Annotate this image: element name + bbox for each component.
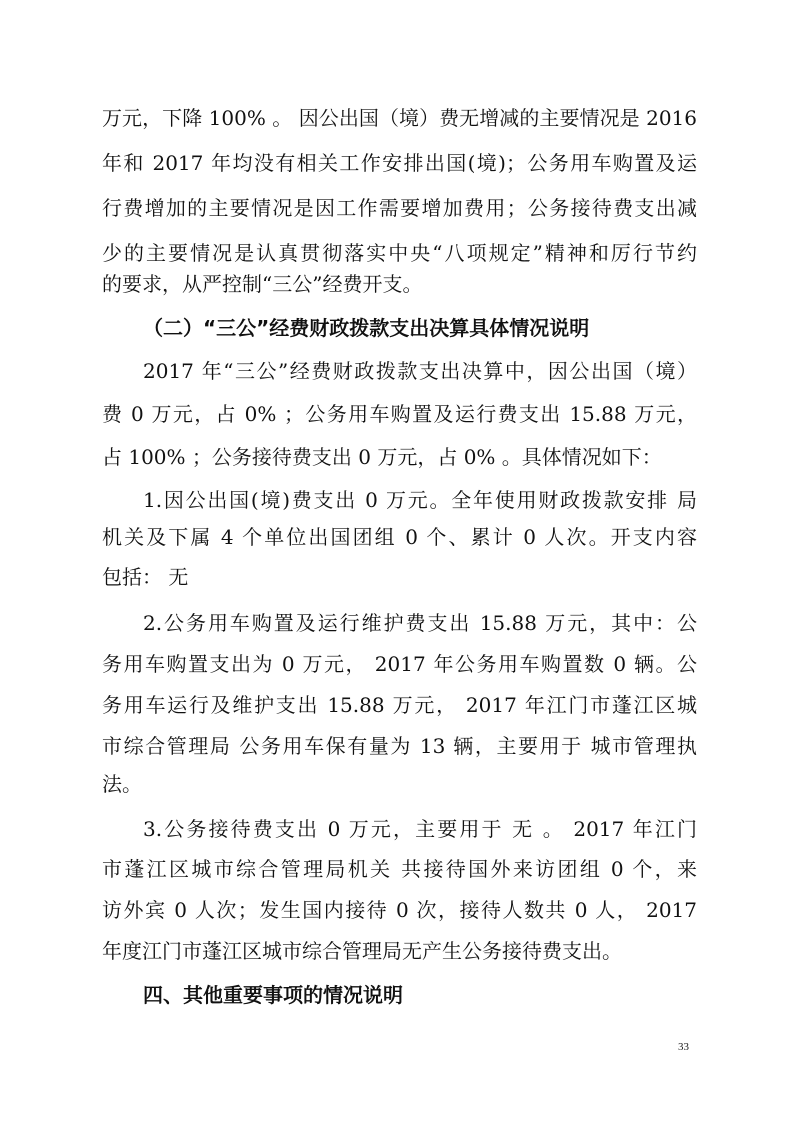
section-heading: （二）“三公”经费财政拨款支出决算具体情况说明 — [143, 316, 590, 340]
paragraph-line: 占 100% ；公务接待费支出 0 万元，占 0% 。具体情况如下： — [102, 445, 662, 469]
paragraph-line: 访外宾 0 人次；发生国内接待 0 次，接待人数共 0 人， 2017 — [102, 898, 697, 922]
paragraph-line: 的要求，从严控制“三公”经费开支。 — [102, 272, 423, 296]
paragraph-line: 1.因公出国(境)费支出 0 万元。全年使用财政拨款安排 局 — [143, 488, 697, 512]
paragraph-line: 2.公务用车购置及运行维护费支出 15.88 万元，其中：公 — [143, 611, 697, 635]
paragraph-line: 万元，下降 100% 。 因公出国（境）费无增减的主要情况是 2016 — [102, 106, 697, 130]
paragraph-line: 少的主要情况是认真贯彻落实中央“八项规定”精神和厉行节约 — [102, 241, 697, 265]
paragraph-line: 市蓬江区城市综合管理局机关 共接待国外来访团组 0 个，来 — [102, 857, 697, 881]
paragraph-line: 机关及下属 4 个单位出国团组 0 个、累计 0 人次。开支内容 — [102, 525, 697, 549]
page-number: 33 — [678, 1041, 689, 1053]
paragraph-line: 务用车运行及维护支出 15.88 万元， 2017 年江门市蓬江区城 — [102, 693, 697, 717]
paragraph-line: 包括： 无 — [102, 565, 189, 589]
section-heading: 四、其他重要事项的情况说明 — [143, 983, 403, 1007]
paragraph-line: 市综合管理局 公务用车保有量为 13 辆，主要用于 城市管理执 — [102, 734, 697, 758]
paragraph-line: 2017 年“三公”经费财政拨款支出决算中，因公出国（境） — [143, 359, 697, 383]
paragraph-line: 费 0 万元，占 0% ；公务用车购置及运行费支出 15.88 万元， — [102, 402, 697, 426]
paragraph-line: 年和 2017 年均没有相关工作安排出国(境)；公务用车购置及运 — [102, 151, 697, 175]
paragraph-line: 务用车购置支出为 0 万元， 2017 年公务用车购置数 0 辆。公 — [102, 652, 697, 676]
paragraph-line: 年度江门市蓬江区城市综合管理局无产生公务接待费支出。 — [102, 939, 622, 963]
paragraph-line: 3.公务接待费支出 0 万元，主要用于 无 。 2017 年江门 — [143, 817, 697, 841]
paragraph-line: 行费增加的主要情况是因工作需要增加费用；公务接待费支出减 — [102, 196, 697, 220]
paragraph-line: 法。 — [102, 772, 142, 796]
